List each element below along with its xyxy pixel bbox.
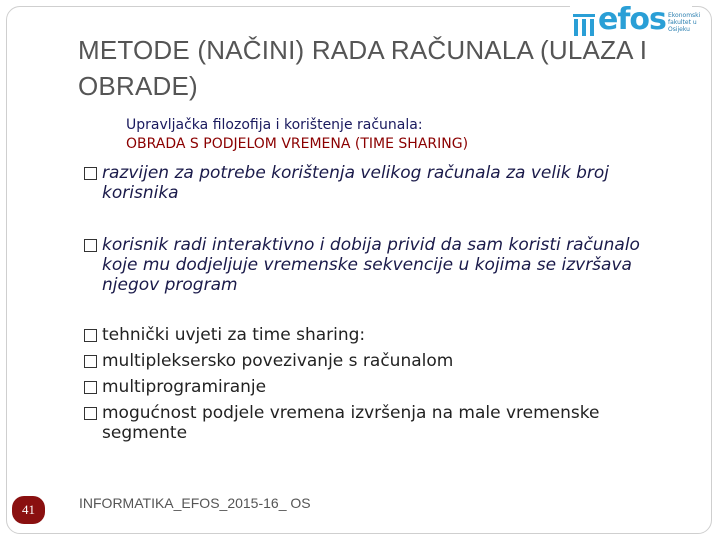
bullet-text: multiprogramiranje <box>102 377 267 397</box>
page-number-badge: 41 <box>12 496 45 524</box>
bullet-text: tehnički uvjeti za time sharing: <box>102 325 366 345</box>
bullet-text: multipleksersko povezivanje s računalom <box>102 351 454 371</box>
bullet-item <box>84 325 644 345</box>
footer-text: INFORMATIKA_EFOS_2015-16_ OS <box>79 495 311 511</box>
bullet-item <box>84 377 644 397</box>
bullet-item <box>84 235 674 295</box>
slide-title: METODE (NAČINI) RADA RAČUNALA (ULAZA I OBRADE) <box>78 35 648 101</box>
bullet-text: razvijen za potrebe korištenja velikog računala za velik broj korisnika <box>102 163 609 203</box>
checkbox-bullet-icon <box>84 329 97 342</box>
bullet-item <box>84 403 664 443</box>
checkbox-bullet-icon <box>84 167 97 180</box>
checkbox-bullet-icon <box>84 355 97 368</box>
subtitle-time-sharing: OBRADA S PODJELOM VREMENA (TIME SHARING) <box>126 136 469 152</box>
checkbox-bullet-icon <box>84 381 97 394</box>
bullet-item <box>84 351 644 371</box>
logo-wordmark: efos <box>598 2 666 37</box>
checkbox-bullet-icon <box>84 407 97 420</box>
bullet-item <box>84 163 644 203</box>
logo-subtitle: Ekonomski fakultet u Osijeku <box>668 12 701 33</box>
bullet-text: korisnik radi interaktivno i dobija privid da sam koristi računalo koje mu dodjeljuje vremenske sekvencije u kojima se izvršava njegov program <box>102 235 640 295</box>
bullet-text: mogućnost podjele vremena izvršenja na male vremenske segmente <box>102 403 600 443</box>
checkbox-bullet-icon <box>84 239 97 252</box>
subtitle-philosophy: Upravljačka filozofija i korištenje računala: <box>126 117 423 133</box>
